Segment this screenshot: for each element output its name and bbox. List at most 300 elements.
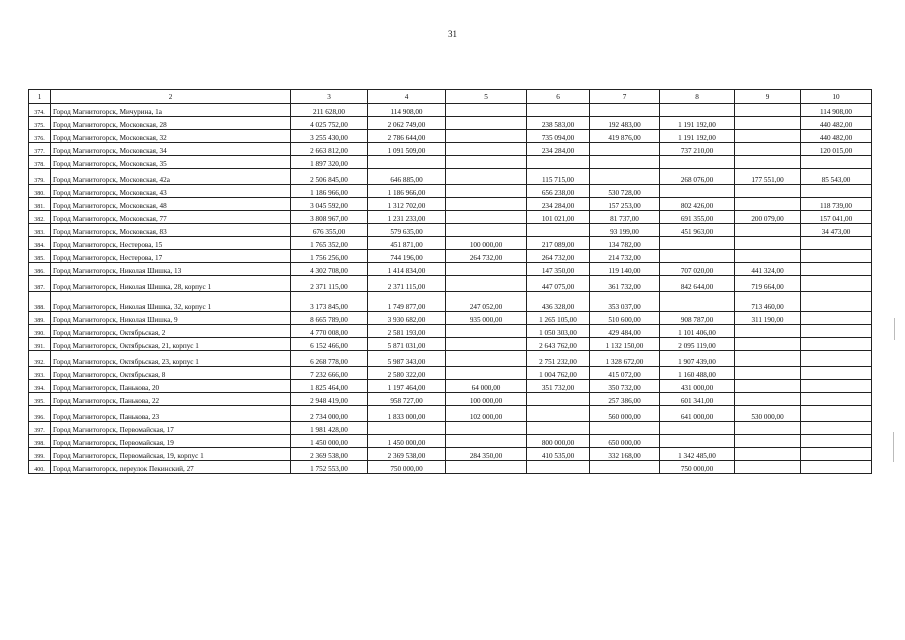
- amount-cell: 3 173 845,00: [291, 292, 368, 312]
- amount-cell: [660, 185, 735, 198]
- amount-cell: [735, 143, 801, 156]
- amount-cell: 119 140,00: [590, 263, 660, 276]
- row-number: 393.: [29, 367, 51, 380]
- amount-cell: 579 635,00: [368, 224, 446, 237]
- amount-cell: 217 089,00: [527, 237, 590, 250]
- amount-cell: [446, 130, 527, 143]
- amount-cell: 2 786 644,00: [368, 130, 446, 143]
- amount-cell: 100 000,00: [446, 393, 527, 406]
- amount-cell: 3 045 592,00: [291, 198, 368, 211]
- column-header: 2: [51, 90, 291, 104]
- amount-cell: [527, 393, 590, 406]
- amount-cell: 115 715,00: [527, 169, 590, 185]
- amount-cell: 264 732,00: [446, 250, 527, 263]
- amount-cell: [660, 156, 735, 169]
- amount-cell: 6 152 466,00: [291, 338, 368, 351]
- amount-cell: 2 062 749,00: [368, 117, 446, 130]
- amount-cell: [527, 104, 590, 117]
- address-cell: Город Магнитогорск, Октябрьская, 2: [51, 325, 291, 338]
- amount-cell: 750 000,00: [368, 461, 446, 474]
- amount-cell: [735, 130, 801, 143]
- amount-cell: 419 876,00: [590, 130, 660, 143]
- amount-cell: [735, 380, 801, 393]
- address-cell: Город Магнитогорск, Московская, 77: [51, 211, 291, 224]
- amount-cell: [735, 422, 801, 435]
- column-header: 4: [368, 90, 446, 104]
- amount-cell: [660, 250, 735, 263]
- amount-cell: 800 000,00: [527, 435, 590, 448]
- amount-cell: 3 808 967,00: [291, 211, 368, 224]
- amount-cell: 1 197 464,00: [368, 380, 446, 393]
- column-header: 10: [801, 90, 872, 104]
- amount-cell: [660, 292, 735, 312]
- amount-cell: 530 000,00: [735, 406, 801, 422]
- amount-cell: 441 324,00: [735, 263, 801, 276]
- amount-cell: [446, 143, 527, 156]
- table-row: [29, 461, 872, 474]
- amount-cell: 214 732,00: [590, 250, 660, 263]
- row-number: 395.: [29, 393, 51, 406]
- address-cell: Город Магнитогорск, переулок Пекинский, 27: [51, 461, 291, 474]
- row-number: 400.: [29, 461, 51, 474]
- amount-cell: 64 000,00: [446, 380, 527, 393]
- amount-cell: 691 355,00: [660, 211, 735, 224]
- column-header: 7: [590, 90, 660, 104]
- row-number: 392.: [29, 351, 51, 367]
- amount-cell: 1 186 966,00: [291, 185, 368, 198]
- amount-cell: [446, 185, 527, 198]
- amount-cell: 429 484,00: [590, 325, 660, 338]
- amount-cell: 1 265 105,00: [527, 312, 590, 325]
- amount-cell: [590, 422, 660, 435]
- address-cell: Город Магнитогорск, Московская, 28: [51, 117, 291, 130]
- amount-cell: 332 168,00: [590, 448, 660, 461]
- amount-cell: [801, 250, 872, 263]
- amount-cell: 101 021,00: [527, 211, 590, 224]
- address-cell: Город Магнитогорск, Московская, 34: [51, 143, 291, 156]
- amount-cell: [446, 156, 527, 169]
- amount-cell: 1 765 352,00: [291, 237, 368, 250]
- address-cell: Город Магнитогорск, Московская, 83: [51, 224, 291, 237]
- amount-cell: 935 000,00: [446, 312, 527, 325]
- amount-cell: 451 963,00: [660, 224, 735, 237]
- column-header: 8: [660, 90, 735, 104]
- amount-cell: 100 000,00: [446, 237, 527, 250]
- amount-cell: [660, 422, 735, 435]
- address-cell: Город Магнитогорск, Первомайская, 19, корпус 1: [51, 448, 291, 461]
- amount-cell: [368, 156, 446, 169]
- amount-cell: [590, 156, 660, 169]
- amount-cell: 211 628,00: [291, 104, 368, 117]
- amount-cell: 1 981 428,00: [291, 422, 368, 435]
- address-cell: Город Магнитогорск, Николая Шишка, 13: [51, 263, 291, 276]
- amount-cell: 1 132 150,00: [590, 338, 660, 351]
- scan-artifact: [894, 318, 895, 340]
- row-number: 378.: [29, 156, 51, 169]
- address-cell: Город Магнитогорск, Первомайская, 19: [51, 435, 291, 448]
- amount-cell: [735, 325, 801, 338]
- amount-cell: [735, 351, 801, 367]
- table-row: [29, 406, 872, 422]
- table-body: [29, 104, 872, 474]
- amount-cell: 311 190,00: [735, 312, 801, 325]
- amount-cell: [368, 422, 446, 435]
- amount-cell: 1 328 672,00: [590, 351, 660, 367]
- page-number: 31: [448, 29, 457, 39]
- address-cell: Город Магнитогорск, Панькова, 22: [51, 393, 291, 406]
- column-header: 9: [735, 90, 801, 104]
- address-cell: Город Магнитогорск, Октябрьская, 23, корпус 1: [51, 351, 291, 367]
- amount-cell: 707 020,00: [660, 263, 735, 276]
- amount-cell: 1 004 762,00: [527, 367, 590, 380]
- address-cell: Город Магнитогорск, Николая Шишка, 28, корпус 1: [51, 276, 291, 292]
- amount-cell: [801, 185, 872, 198]
- amount-cell: [735, 393, 801, 406]
- table-row: [29, 211, 872, 224]
- amount-cell: 264 732,00: [527, 250, 590, 263]
- amount-cell: [446, 276, 527, 292]
- amount-cell: 1 450 000,00: [291, 435, 368, 448]
- row-number: 374.: [29, 104, 51, 117]
- amount-cell: 1 186 966,00: [368, 185, 446, 198]
- amount-cell: [735, 461, 801, 474]
- address-cell: Город Магнитогорск, Октябрьская, 8: [51, 367, 291, 380]
- amount-cell: 1 833 000,00: [368, 406, 446, 422]
- amount-cell: [735, 117, 801, 130]
- data-table: [28, 89, 872, 474]
- amount-cell: 118 739,00: [801, 198, 872, 211]
- amount-cell: [735, 104, 801, 117]
- table-row: [29, 143, 872, 156]
- address-cell: Город Магнитогорск, Нестерова, 15: [51, 237, 291, 250]
- amount-cell: [660, 237, 735, 250]
- amount-cell: 2 663 812,00: [291, 143, 368, 156]
- row-number: 375.: [29, 117, 51, 130]
- table-row: [29, 250, 872, 263]
- amount-cell: 5 871 031,00: [368, 338, 446, 351]
- amount-cell: 2 581 193,00: [368, 325, 446, 338]
- amount-cell: [446, 104, 527, 117]
- amount-cell: 2 369 538,00: [368, 448, 446, 461]
- address-cell: Город Магнитогорск, Панькова, 20: [51, 380, 291, 393]
- row-number: 379.: [29, 169, 51, 185]
- table-row: [29, 263, 872, 276]
- amount-cell: 2 580 322,00: [368, 367, 446, 380]
- amount-cell: [801, 351, 872, 367]
- amount-cell: [801, 325, 872, 338]
- amount-cell: 415 072,00: [590, 367, 660, 380]
- amount-cell: 1 825 464,00: [291, 380, 368, 393]
- amount-cell: [801, 380, 872, 393]
- amount-cell: 1 231 233,00: [368, 211, 446, 224]
- amount-cell: 4 025 752,00: [291, 117, 368, 130]
- amount-cell: 436 328,00: [527, 292, 590, 312]
- amount-cell: 1 749 877,00: [368, 292, 446, 312]
- row-number: 381.: [29, 198, 51, 211]
- amount-cell: [446, 461, 527, 474]
- amount-cell: 958 727,00: [368, 393, 446, 406]
- amount-cell: 93 199,00: [590, 224, 660, 237]
- amount-cell: 601 341,00: [660, 393, 735, 406]
- table-row: [29, 393, 872, 406]
- amount-cell: 2 948 419,00: [291, 393, 368, 406]
- amount-cell: 560 000,00: [590, 406, 660, 422]
- amount-cell: 157 253,00: [590, 198, 660, 211]
- amount-cell: [446, 367, 527, 380]
- amount-cell: 2 095 119,00: [660, 338, 735, 351]
- table-row: [29, 325, 872, 338]
- amount-cell: 234 284,00: [527, 198, 590, 211]
- table-row: [29, 435, 872, 448]
- amount-cell: 284 350,00: [446, 448, 527, 461]
- amount-cell: [527, 156, 590, 169]
- row-number: 397.: [29, 422, 51, 435]
- table-row: [29, 104, 872, 117]
- amount-cell: [446, 325, 527, 338]
- amount-cell: 1 897 320,00: [291, 156, 368, 169]
- amount-cell: 361 732,00: [590, 276, 660, 292]
- table-row: [29, 237, 872, 250]
- address-cell: Город Магнитогорск, Московская, 43: [51, 185, 291, 198]
- amount-cell: 7 232 666,00: [291, 367, 368, 380]
- amount-cell: [735, 435, 801, 448]
- table-row: [29, 169, 872, 185]
- amount-cell: 842 644,00: [660, 276, 735, 292]
- amount-cell: 5 987 343,00: [368, 351, 446, 367]
- amount-cell: [801, 406, 872, 422]
- amount-cell: 646 885,00: [368, 169, 446, 185]
- amount-cell: 147 350,00: [527, 263, 590, 276]
- amount-cell: [660, 104, 735, 117]
- amount-cell: 1 312 702,00: [368, 198, 446, 211]
- amount-cell: 656 238,00: [527, 185, 590, 198]
- amount-cell: 744 196,00: [368, 250, 446, 263]
- table-row: [29, 338, 872, 351]
- amount-cell: 257 386,00: [590, 393, 660, 406]
- row-number: 398.: [29, 435, 51, 448]
- table-row: [29, 312, 872, 325]
- amount-cell: 2 751 232,00: [527, 351, 590, 367]
- amount-cell: [446, 169, 527, 185]
- amount-cell: [735, 156, 801, 169]
- amount-cell: [801, 448, 872, 461]
- amount-cell: [801, 292, 872, 312]
- amount-cell: 1 191 192,00: [660, 117, 735, 130]
- amount-cell: 192 483,00: [590, 117, 660, 130]
- amount-cell: 1 756 256,00: [291, 250, 368, 263]
- amount-cell: 410 535,00: [527, 448, 590, 461]
- amount-cell: 34 473,00: [801, 224, 872, 237]
- amount-cell: [590, 104, 660, 117]
- table-row: [29, 422, 872, 435]
- amount-cell: 2 371 115,00: [291, 276, 368, 292]
- row-number: 383.: [29, 224, 51, 237]
- column-header: 5: [446, 90, 527, 104]
- amount-cell: 85 543,00: [801, 169, 872, 185]
- row-number: 391.: [29, 338, 51, 351]
- amount-cell: [527, 422, 590, 435]
- table-row: [29, 198, 872, 211]
- address-cell: Город Магнитогорск, Николая Шишка, 9: [51, 312, 291, 325]
- amount-cell: [446, 351, 527, 367]
- amount-cell: [446, 435, 527, 448]
- amount-cell: 510 600,00: [590, 312, 660, 325]
- amount-cell: 1 050 303,00: [527, 325, 590, 338]
- amount-cell: [527, 406, 590, 422]
- amount-cell: [527, 461, 590, 474]
- amount-cell: 102 000,00: [446, 406, 527, 422]
- amount-cell: 1 414 834,00: [368, 263, 446, 276]
- row-number: 394.: [29, 380, 51, 393]
- amount-cell: 3 930 682,00: [368, 312, 446, 325]
- amount-cell: 177 551,00: [735, 169, 801, 185]
- amount-cell: 750 000,00: [660, 461, 735, 474]
- table-row: [29, 367, 872, 380]
- address-cell: Город Магнитогорск, Московская, 32: [51, 130, 291, 143]
- amount-cell: 2 371 115,00: [368, 276, 446, 292]
- amount-cell: 1 191 192,00: [660, 130, 735, 143]
- address-cell: Город Магнитогорск, Мичурина, 1а: [51, 104, 291, 117]
- address-cell: Город Магнитогорск, Панькова, 23: [51, 406, 291, 422]
- row-number: 382.: [29, 211, 51, 224]
- amount-cell: 353 037,00: [590, 292, 660, 312]
- amount-cell: 1 907 439,00: [660, 351, 735, 367]
- amount-cell: 719 664,00: [735, 276, 801, 292]
- amount-cell: 114 908,00: [801, 104, 872, 117]
- amount-cell: [590, 461, 660, 474]
- amount-cell: [801, 435, 872, 448]
- amount-cell: [446, 338, 527, 351]
- amount-cell: 120 015,00: [801, 143, 872, 156]
- row-number: 376.: [29, 130, 51, 143]
- row-number: 380.: [29, 185, 51, 198]
- table-row: [29, 130, 872, 143]
- amount-cell: 2 734 000,00: [291, 406, 368, 422]
- amount-cell: 6 268 778,00: [291, 351, 368, 367]
- amount-cell: [660, 435, 735, 448]
- amount-cell: [801, 422, 872, 435]
- amount-cell: [735, 367, 801, 380]
- amount-cell: 200 079,00: [735, 211, 801, 224]
- amount-cell: 238 583,00: [527, 117, 590, 130]
- column-header: 1: [29, 90, 51, 104]
- amount-cell: 1 450 000,00: [368, 435, 446, 448]
- table-row: [29, 448, 872, 461]
- amount-cell: 431 000,00: [660, 380, 735, 393]
- table-row: [29, 117, 872, 130]
- row-number: 387.: [29, 276, 51, 292]
- amount-cell: 3 255 430,00: [291, 130, 368, 143]
- table-row: [29, 351, 872, 367]
- amount-cell: [446, 263, 527, 276]
- amount-cell: [527, 224, 590, 237]
- amount-cell: 247 052,00: [446, 292, 527, 312]
- row-number: 388.: [29, 292, 51, 312]
- amount-cell: [735, 338, 801, 351]
- amount-cell: 641 000,00: [660, 406, 735, 422]
- row-number: 399.: [29, 448, 51, 461]
- amount-cell: 735 094,00: [527, 130, 590, 143]
- amount-cell: [735, 198, 801, 211]
- row-number: 389.: [29, 312, 51, 325]
- amount-cell: 1 160 488,00: [660, 367, 735, 380]
- table-row: [29, 185, 872, 198]
- row-number: 377.: [29, 143, 51, 156]
- row-number: 396.: [29, 406, 51, 422]
- column-header: 6: [527, 90, 590, 104]
- address-cell: Город Магнитогорск, Московская, 35: [51, 156, 291, 169]
- table-row: [29, 224, 872, 237]
- amount-cell: [801, 276, 872, 292]
- amount-cell: [735, 185, 801, 198]
- row-number: 386.: [29, 263, 51, 276]
- amount-cell: 440 482,00: [801, 117, 872, 130]
- amount-cell: 234 284,00: [527, 143, 590, 156]
- amount-cell: [446, 211, 527, 224]
- row-number: 384.: [29, 237, 51, 250]
- amount-cell: [801, 367, 872, 380]
- amount-cell: 1 342 485,00: [660, 448, 735, 461]
- amount-cell: [446, 117, 527, 130]
- amount-cell: 1 101 406,00: [660, 325, 735, 338]
- table-row: [29, 156, 872, 169]
- amount-cell: [590, 169, 660, 185]
- amount-cell: [801, 461, 872, 474]
- amount-cell: 351 732,00: [527, 380, 590, 393]
- row-number: 385.: [29, 250, 51, 263]
- amount-cell: 2 369 538,00: [291, 448, 368, 461]
- amount-cell: [801, 312, 872, 325]
- amount-cell: 447 075,00: [527, 276, 590, 292]
- address-cell: Город Магнитогорск, Нестерова, 17: [51, 250, 291, 263]
- amount-cell: 451 871,00: [368, 237, 446, 250]
- amount-cell: 2 506 845,00: [291, 169, 368, 185]
- amount-cell: 650 000,00: [590, 435, 660, 448]
- amount-cell: 8 665 789,00: [291, 312, 368, 325]
- amount-cell: 4 302 708,00: [291, 263, 368, 276]
- amount-cell: 81 737,00: [590, 211, 660, 224]
- amount-cell: 157 041,00: [801, 211, 872, 224]
- amount-cell: 114 908,00: [368, 104, 446, 117]
- amount-cell: 350 732,00: [590, 380, 660, 393]
- amount-cell: [735, 237, 801, 250]
- amount-cell: 737 210,00: [660, 143, 735, 156]
- amount-cell: [801, 263, 872, 276]
- address-cell: Город Магнитогорск, Московская, 48: [51, 198, 291, 211]
- amount-cell: 440 482,00: [801, 130, 872, 143]
- amount-cell: [446, 224, 527, 237]
- amount-cell: [801, 237, 872, 250]
- amount-cell: 676 355,00: [291, 224, 368, 237]
- address-cell: Город Магнитогорск, Октябрьская, 21, корпус 1: [51, 338, 291, 351]
- scan-artifact: [893, 432, 894, 462]
- amount-cell: [735, 250, 801, 263]
- amount-cell: [735, 224, 801, 237]
- table-row: [29, 292, 872, 312]
- table-row: [29, 380, 872, 393]
- amount-cell: [801, 338, 872, 351]
- amount-cell: [801, 393, 872, 406]
- address-cell: Город Магнитогорск, Московская, 42а: [51, 169, 291, 185]
- amount-cell: 802 426,00: [660, 198, 735, 211]
- amount-cell: [735, 448, 801, 461]
- amount-cell: 134 782,00: [590, 237, 660, 250]
- amount-cell: [446, 198, 527, 211]
- amount-cell: 2 643 762,00: [527, 338, 590, 351]
- amount-cell: 1 752 553,00: [291, 461, 368, 474]
- amount-cell: [590, 143, 660, 156]
- column-header: 3: [291, 90, 368, 104]
